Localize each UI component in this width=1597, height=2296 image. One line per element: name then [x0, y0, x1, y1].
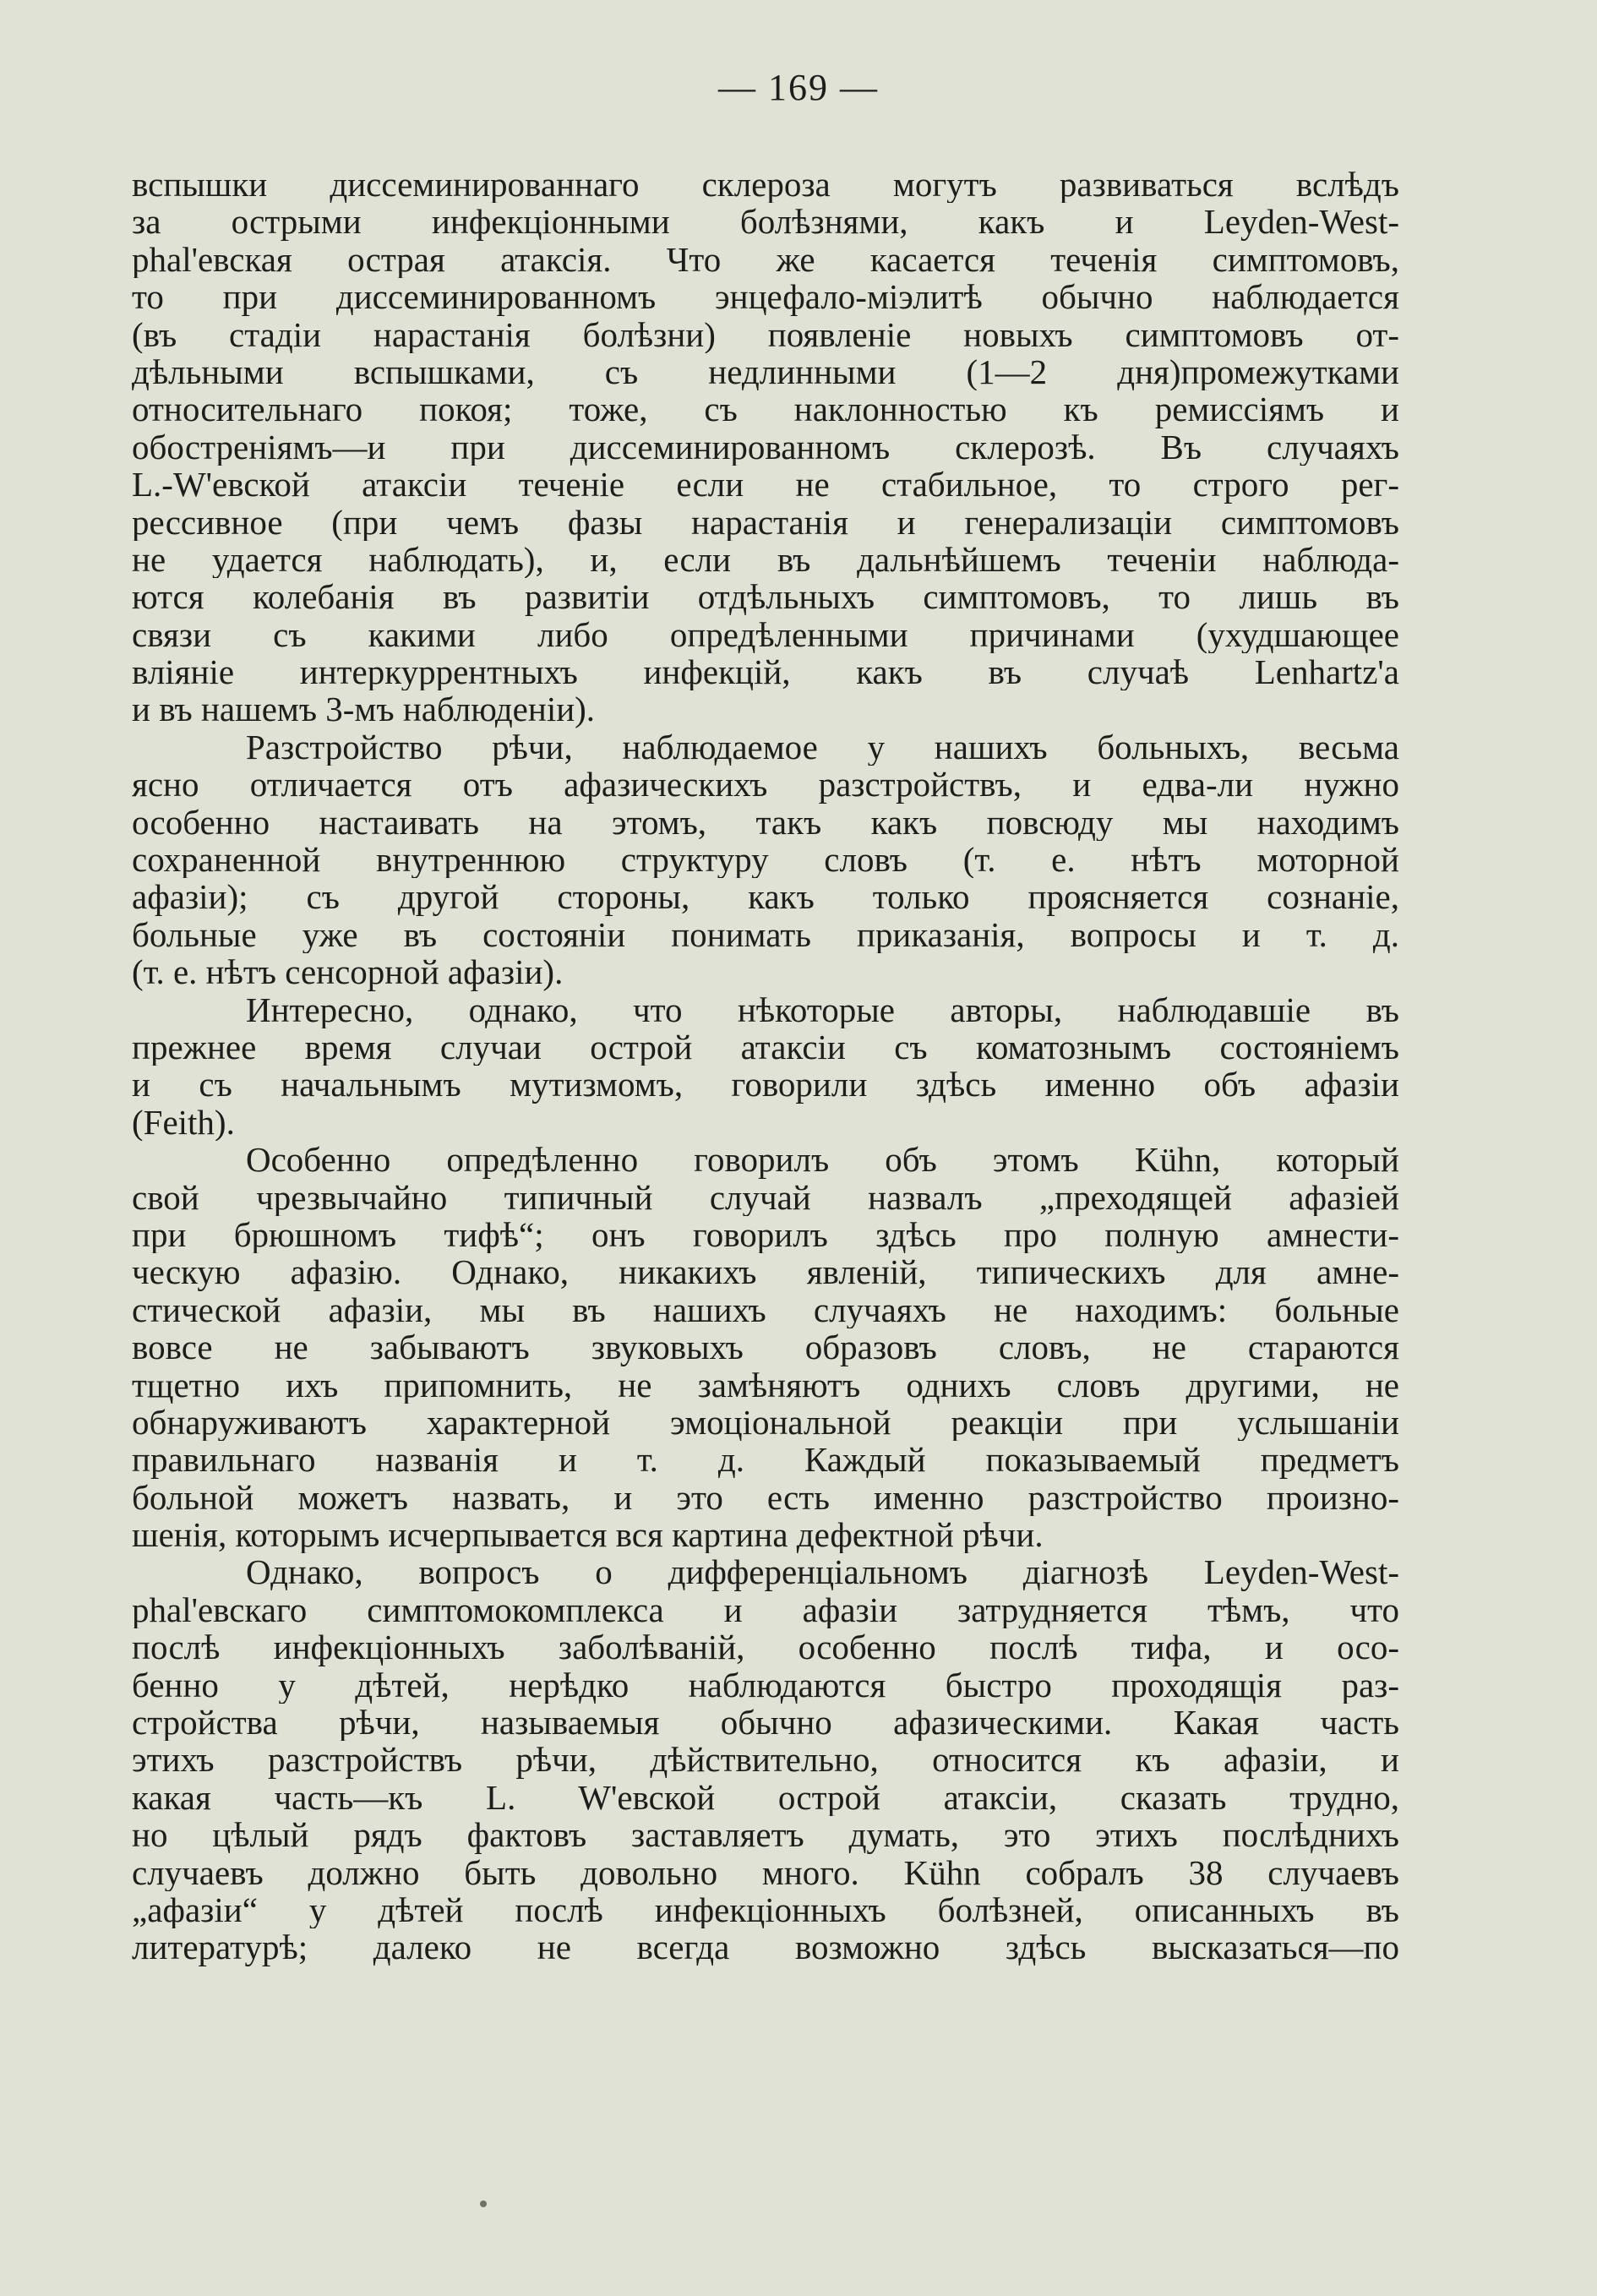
- text-line: L.-W'евской атаксіи теченіе если не стабильное, то строго рег-: [132, 466, 1399, 504]
- body-text: [132, 166, 1399, 1966]
- text-line: вспышки диссеминированнаго склероза могутъ развиваться вслѣдъ: [132, 166, 1399, 204]
- text-line: Однако, вопросъ о дифференціальномъ діагнозѣ Leyden-West-: [246, 1553, 1399, 1591]
- text-line: Разстройство рѣчи, наблюдаемое у нашихъ больныхъ, весьма: [246, 728, 1399, 766]
- text-line: бенно у дѣтей, нерѣдко наблюдаются быстро проходящія раз-: [132, 1666, 1399, 1704]
- text-line: какая часть—къ L. W'евской острой атаксіи, сказать трудно,: [132, 1778, 1399, 1817]
- text-line: Интересно, однако, что нѣкоторые авторы, наблюдавшіе въ: [246, 990, 1399, 1028]
- text-line: этихъ разстройствъ рѣчи, дѣйствительно, относится къ афазіи, и: [132, 1741, 1399, 1779]
- text-line: обостреніямъ—и при диссеминированномъ склерозѣ. Въ случаяхъ: [132, 428, 1399, 466]
- text-line: при брюшномъ тифѣ“; онъ говорилъ здѣсь про полную амнести-: [132, 1215, 1399, 1254]
- text-line: правильнаго названія и т. д. Каждый показываемый предметъ: [132, 1441, 1399, 1479]
- text-line: прежнее время случаи острой атаксіи съ коматознымъ состояніемъ: [132, 1028, 1399, 1066]
- text-line: то при диссеминированномъ энцефало-міэлитѣ обычно наблюдается: [132, 278, 1399, 316]
- paper-speck: [480, 2201, 487, 2207]
- text-line: ческую афазію. Однако, никакихъ явленій, типическихъ для амне-: [132, 1253, 1399, 1291]
- text-line: сохраненной внутреннюю структуру словъ (т. е. нѣтъ моторной: [132, 841, 1399, 879]
- text-line: и съ начальнымъ мутизмомъ, говорили здѣсь именно объ афазіи: [132, 1066, 1399, 1104]
- text-line: дѣльными вспышками, съ недлинными (1—2 дня)промежутками: [132, 352, 1399, 391]
- text-line: вліяніе интеркуррентныхъ инфекцій, какъ въ случаѣ Lenhartz'a: [132, 653, 1399, 691]
- text-line: послѣ инфекціонныхъ заболѣваній, особенно послѣ тифа, и осо-: [132, 1628, 1399, 1666]
- text-line: случаевъ должно быть довольно много. Kühn собралъ 38 случаевъ: [132, 1853, 1399, 1891]
- text-line: phal'евскаго симптомокомплекса и афазіи затрудняется тѣмъ, что: [132, 1590, 1399, 1629]
- page-number: — 169 —: [718, 67, 879, 108]
- text-line: афазіи); съ другой стороны, какъ только проясняется сознаніе,: [132, 878, 1399, 916]
- text-line: (въ стадіи нарастанія болѣзни) появленіе новыхъ симптомовъ от-: [132, 315, 1399, 353]
- text-line: вовсе не забываютъ звуковыхъ образовъ словъ, не стараются: [132, 1328, 1399, 1366]
- text-line: за острыми инфекціонными болѣзнями, какъ и Leyden-West-: [132, 203, 1399, 241]
- text-line: относительнаго покоя; тоже, съ наклонностью къ ремиссіямъ и: [132, 390, 1399, 428]
- text-line: (т. е. нѣтъ сенсорной афазіи).: [132, 953, 564, 991]
- text-line: связи съ какими либо опредѣленными причинами (ухудшающее: [132, 615, 1399, 654]
- text-line: больные уже въ состояніи понимать приказанія, вопросы и т. д.: [132, 915, 1399, 954]
- text-line: ясно отличается отъ афазическихъ разстройствъ, и едва-ли нужно: [132, 766, 1399, 804]
- text-line: рессивное (при чемъ фазы нарастанія и генерализаціи симптомовъ: [132, 503, 1399, 541]
- text-line: не удается наблюдать), и, если въ дальнѣйшемъ теченіи наблюда-: [132, 540, 1399, 579]
- text-line: свой чрезвычайно типичный случай назвалъ „преходящей афазіей: [132, 1178, 1399, 1216]
- text-line: (Feith).: [132, 1103, 235, 1142]
- text-line: и въ нашемъ 3-мъ наблюденіи).: [132, 690, 596, 728]
- text-line: „афазіи“ у дѣтей послѣ инфекціонныхъ болѣзней, описанныхъ въ: [132, 1890, 1399, 1929]
- text-line: phal'евская острая атаксія. Что же касается теченія симптомовъ,: [132, 240, 1399, 279]
- text-line: шенія, которымъ исчерпывается вся картина дефектной рѣчи.: [132, 1516, 1044, 1554]
- text-line: стической афазіи, мы въ нашихъ случаяхъ не находимъ: больные: [132, 1290, 1399, 1329]
- text-line: Особенно опредѣленно говорилъ объ этомъ Kühn, который: [246, 1141, 1399, 1179]
- text-line: стройства рѣчи, называемыя обычно афазическими. Какая часть: [132, 1704, 1399, 1742]
- text-line: особенно настаивать на этомъ, такъ какъ повсюду мы находимъ: [132, 803, 1399, 842]
- text-line: но цѣлый рядъ фактовъ заставляетъ думать, это этихъ послѣднихъ: [132, 1816, 1399, 1854]
- text-line: тщетно ихъ припомнить, не замѣняютъ однихъ словъ другими, не: [132, 1366, 1399, 1404]
- text-line: ются колебанія въ развитіи отдѣльныхъ симптомовъ, то лишь въ: [132, 578, 1399, 616]
- text-line: больной можетъ назвать, и это есть именно разстройство произно-: [132, 1478, 1399, 1517]
- text-line: литературѣ; далеко не всегда возможно здѣсь высказаться—по: [132, 1928, 1399, 1966]
- text-line: обнаруживаютъ характерной эмоціональной реакціи при услышаніи: [132, 1403, 1399, 1442]
